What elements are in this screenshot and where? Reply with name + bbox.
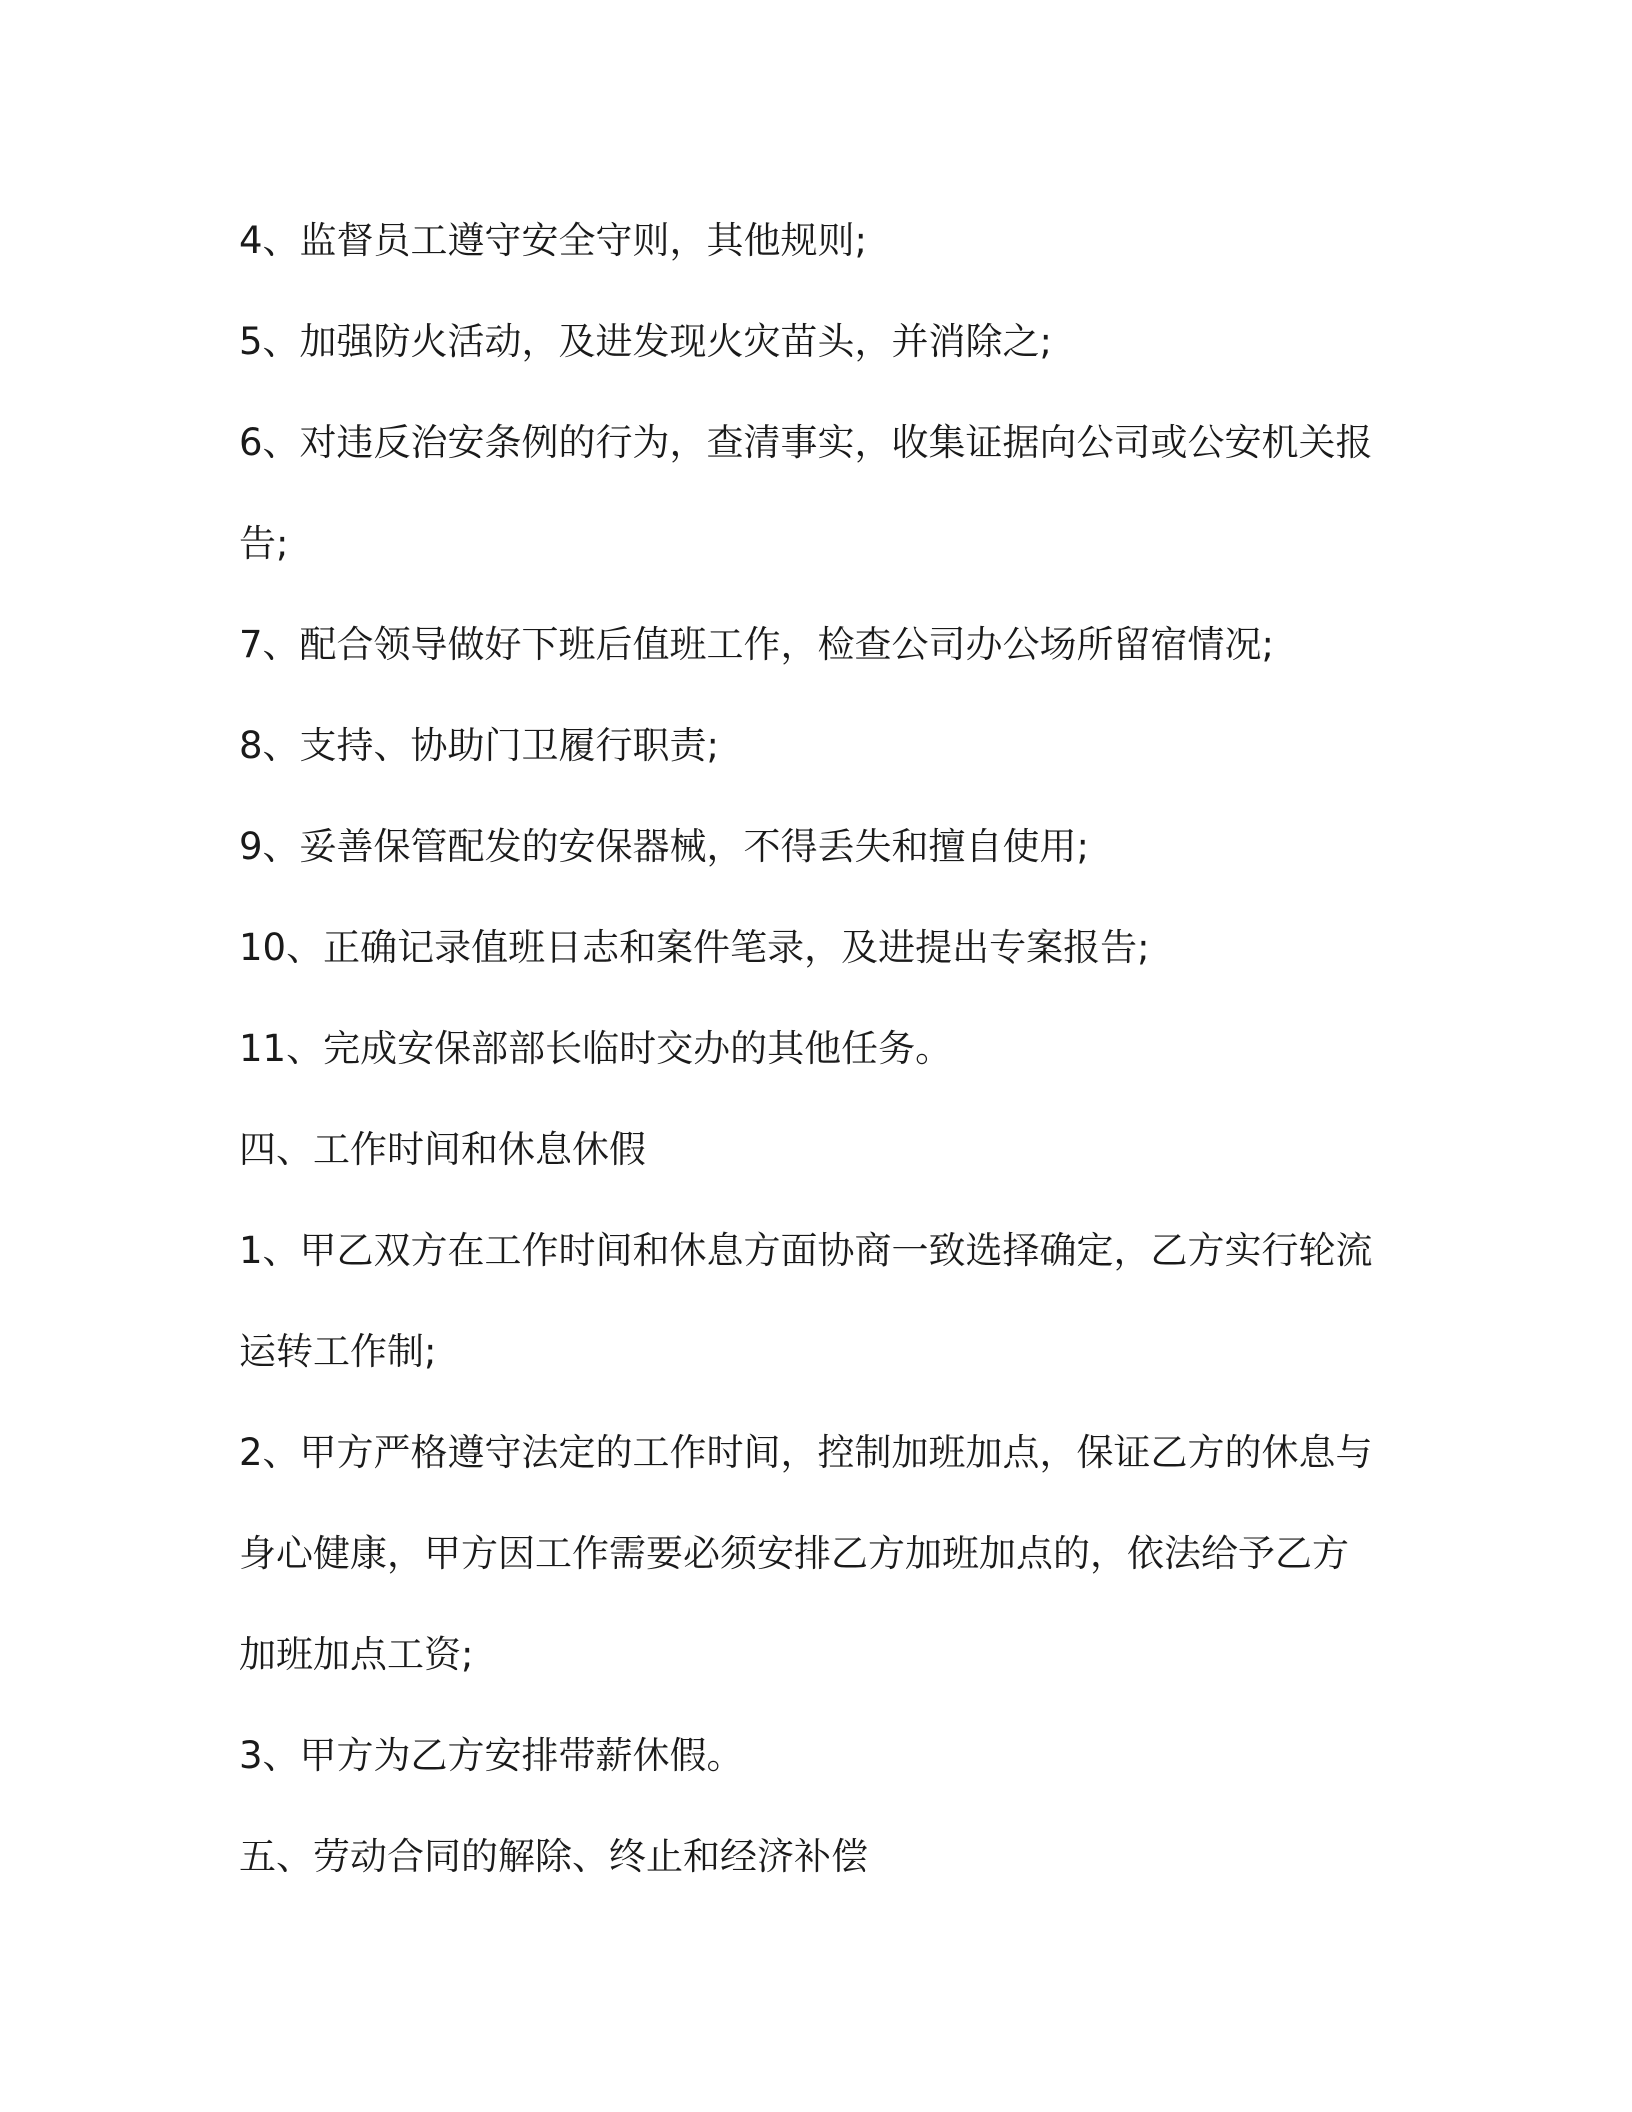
text-line: 7、配合领导做好下班后值班工作，检查公司办公场所留宿情况; xyxy=(239,623,1275,666)
text-line: 1、甲乙双方在工作时间和休息方面协商一致选择确定，乙方实行轮流 xyxy=(239,1229,1373,1272)
text-line: 告; xyxy=(239,522,289,565)
text-line: 3、甲方为乙方安排带薪休假。 xyxy=(239,1734,744,1777)
text-line: 11、完成安保部部长临时交办的其他任务。 xyxy=(239,1027,953,1070)
text-line: 10、正确记录值班日志和案件笔录，及进提出专案报告; xyxy=(239,926,1150,969)
document-body xyxy=(239,190,1389,1907)
text-line: 5、加强防火活动，及进发现火灾苗头，并消除之; xyxy=(239,320,1053,363)
text-line: 2、甲方严格遵守法定的工作时间，控制加班加点，保证乙方的休息与 xyxy=(239,1431,1373,1474)
text-line: 9、妥善保管配发的安保器械，不得丢失和擅自使用; xyxy=(239,825,1090,868)
text-line: 加班加点工资; xyxy=(239,1633,474,1676)
text-line: 8、支持、协助门卫履行职责; xyxy=(239,724,720,767)
section-heading: 四、工作时间和休息休假 xyxy=(239,1128,646,1171)
text-line: 4、监督员工遵守安全守则，其他规则; xyxy=(239,219,868,262)
section-heading: 五、劳动合同的解除、终止和经济补偿 xyxy=(239,1835,868,1878)
text-line: 身心健康，甲方因工作需要必须安排乙方加班加点的，依法给予乙方 xyxy=(239,1532,1349,1575)
text-line: 运转工作制; xyxy=(239,1330,437,1373)
text-line: 6、对违反治安条例的行为，查清事实，收集证据向公司或公安机关报 xyxy=(239,421,1373,464)
